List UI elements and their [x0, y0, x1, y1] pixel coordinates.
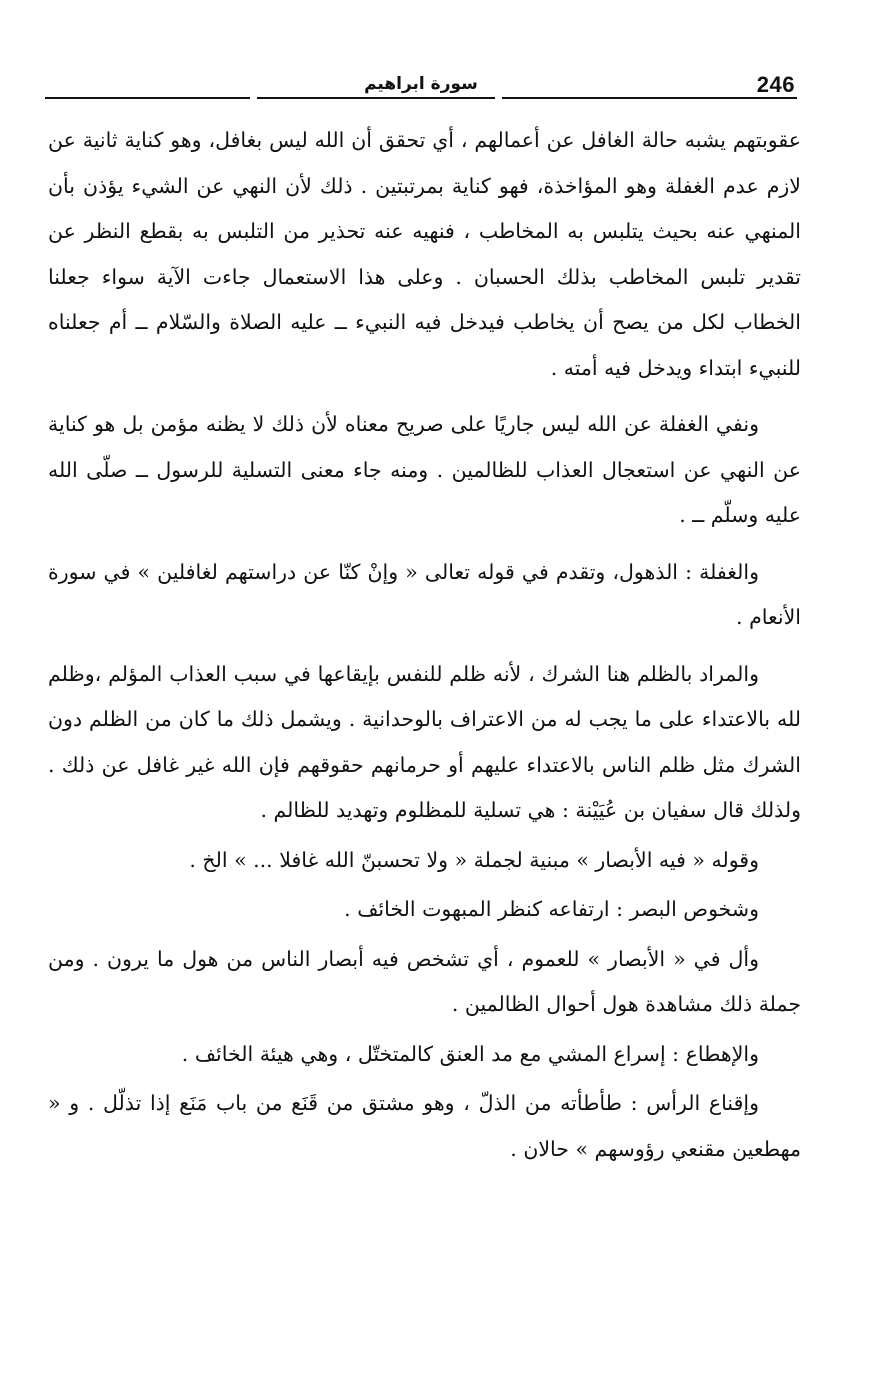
- paragraph-2: ونفي الغفلة عن الله ليس جاريًا على صريح معناه لأن ذلك لا يظنه مؤمن بل هو كناية عن النهي عن استعجال العذاب للظالمين . ومنه جاء معنى التسلية للرسول ــ صلّى الله عليه وسلّم ــ .: [48, 412, 801, 527]
- page-body: [48, 118, 801, 1172]
- header-rule-segment: [45, 97, 250, 99]
- paragraph-3: والغفلة : الذهول، وتقدم في قوله تعالى « وإنْ كنّا عن دراستهم لغافلين » في سورة الأنعام .: [48, 559, 801, 629]
- paragraph-1: عقوبتهم يشبه حالة الغافل عن أعمالهم ، أي تحقق أن الله ليس بغافل، وهو كناية ثانية عن لازم عدم الغفلة وهو المؤاخذة، فهو كناية بمرتبتين . ذلك لأن النهي عن الشيء يؤذن بأن المنهي عنه بحيث يتلبس به المخاطب ، فنهيه عنه تحذير من التلبس به بقطع النظر عن تقدير تلبس المخاطب بذلك الحسبان . وعلى هذا الاستعمال جاءت الآية سواء جعلنا الخطاب لكل من يصح أن يخاطب فيدخل فيه النبيء ــ عليه الصلاة والسّلام ــ أم جعلناه للنبيء ابتداء ويدخل فيه أمته .: [48, 128, 801, 380]
- page-number: 246: [756, 72, 795, 97]
- paragraph-7: وأل في « الأبصار » للعموم ، أي تشخص فيه أبصار الناس من هول ما يرون . ومن جملة ذلك مشاهدة هول أحوال الظالمين .: [48, 946, 801, 1016]
- paragraph-4: والمراد بالظلم هنا الشرك ، لأنه ظلم للنفس بإيقاعها في سبب العذاب المؤلم ،وظلم لله بالاعتداء على ما يجب له من الاعتراف بالوحدانية . ويشمل ذلك ما كان من الظلم دون الشرك مثل ظلم الناس بالاعتداء عليهم أو حرمانهم حقوقهم فإن الله غير غافل عن ذلك . ولذلك قال سفيان بن عُيَيْنة : هي تسلية للمظلوم وتهديد للظالم .: [48, 661, 801, 822]
- header-rule-segment: [257, 97, 495, 99]
- header-rule: [45, 97, 797, 101]
- page-header: [45, 66, 797, 106]
- paragraph-6: وشخوص البصر : ارتفاعه كنظر المبهوت الخائف .: [344, 897, 759, 921]
- surah-title: سورة ابراهيم: [364, 74, 478, 94]
- paragraph-5: وقوله « فيه الأبصار » مبنية لجملة « ولا تحسبنّ الله غافلا ... » الخ .: [189, 847, 759, 872]
- paragraph-9: وإقناع الرأس : طأطأته من الذلّ ، وهو مشتق من قَنَع من باب مَنَع إذا تذلّل . و « مهطعين مقنعي رؤوسهم » حالان .: [48, 1091, 801, 1161]
- paragraph-8: والإهطاع : إسراع المشي مع مد العنق كالمتختّل ، وهي هيئة الخائف .: [181, 1041, 759, 1066]
- header-rule-segment: [502, 97, 797, 99]
